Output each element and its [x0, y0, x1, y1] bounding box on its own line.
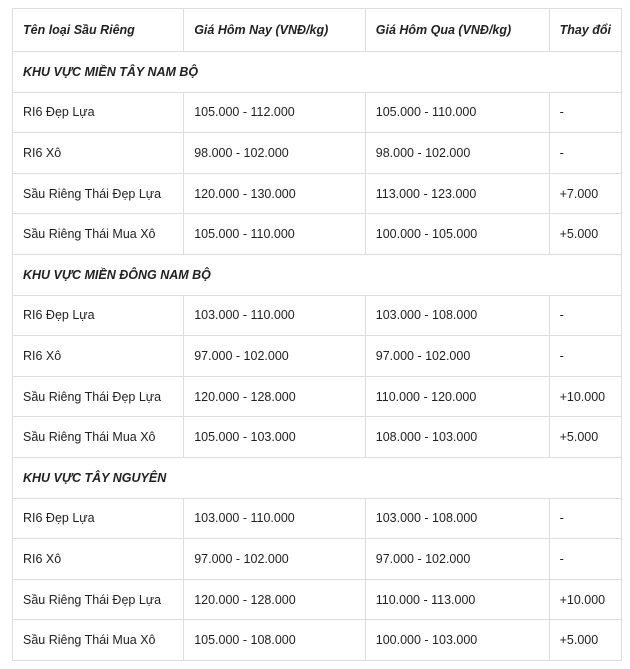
- cell-name: Sầu Riêng Thái Đẹp Lựa: [13, 579, 184, 620]
- cell-yesterday: 103.000 - 108.000: [365, 295, 549, 336]
- table-header: [13, 9, 622, 52]
- table-row: [13, 336, 622, 377]
- table-row: [13, 579, 622, 620]
- cell-name: RI6 Đẹp Lựa: [13, 295, 184, 336]
- header-today-price: Giá Hôm Nay (VNĐ/kg): [184, 9, 366, 52]
- cell-today: 98.000 - 102.000: [184, 133, 366, 174]
- cell-name: RI6 Đẹp Lựa: [13, 498, 184, 539]
- cell-name: RI6 Đẹp Lựa: [13, 92, 184, 133]
- cell-today: 105.000 - 103.000: [184, 417, 366, 458]
- cell-yesterday: 110.000 - 113.000: [365, 579, 549, 620]
- cell-change: -: [549, 336, 621, 377]
- header-name: Tên loại Sầu Riêng: [13, 9, 184, 52]
- table-row: [13, 173, 622, 214]
- region-title: KHU VỰC TÂY NGUYÊN: [13, 457, 184, 498]
- cell-change: -: [549, 539, 621, 580]
- table-body: [13, 52, 622, 661]
- table-row: [13, 498, 622, 539]
- region-title: KHU VỰC MIỀN ĐÔNG NAM BỘ: [13, 254, 184, 295]
- table-row: [13, 295, 622, 336]
- cell-name: Sầu Riêng Thái Đẹp Lựa: [13, 173, 184, 214]
- cell-name: RI6 Xô: [13, 336, 184, 377]
- cell-today: 105.000 - 112.000: [184, 92, 366, 133]
- cell-name: Sầu Riêng Thái Mua Xô: [13, 620, 184, 661]
- cell-today: 120.000 - 128.000: [184, 579, 366, 620]
- cell-today: 120.000 - 130.000: [184, 173, 366, 214]
- cell-change: +7.000: [549, 173, 621, 214]
- table-row: [13, 539, 622, 580]
- cell-change: -: [549, 133, 621, 174]
- table-row: [13, 417, 622, 458]
- durian-price-table: [12, 8, 622, 661]
- cell-yesterday: 97.000 - 102.000: [365, 336, 549, 377]
- region-row: [13, 254, 622, 295]
- cell-name: RI6 Xô: [13, 133, 184, 174]
- cell-yesterday: 103.000 - 108.000: [365, 498, 549, 539]
- cell-change: -: [549, 498, 621, 539]
- cell-yesterday: 100.000 - 105.000: [365, 214, 549, 255]
- cell-change: +5.000: [549, 620, 621, 661]
- cell-name: RI6 Xô: [13, 539, 184, 580]
- region-row-filler: [184, 457, 622, 498]
- cell-today: 103.000 - 110.000: [184, 498, 366, 539]
- header-yesterday-price: Giá Hôm Qua (VNĐ/kg): [365, 9, 549, 52]
- cell-today: 120.000 - 128.000: [184, 376, 366, 417]
- cell-today: 97.000 - 102.000: [184, 539, 366, 580]
- cell-name: Sầu Riêng Thái Đẹp Lựa: [13, 376, 184, 417]
- table-row: [13, 620, 622, 661]
- cell-today: 97.000 - 102.000: [184, 336, 366, 377]
- cell-today: 105.000 - 108.000: [184, 620, 366, 661]
- cell-yesterday: 97.000 - 102.000: [365, 539, 549, 580]
- region-title: KHU VỰC MIỀN TÂY NAM BỘ: [13, 52, 184, 93]
- table-row: [13, 133, 622, 174]
- region-row: [13, 52, 622, 93]
- cell-change: -: [549, 295, 621, 336]
- cell-change: -: [549, 92, 621, 133]
- region-row-filler: [184, 254, 622, 295]
- cell-change: +5.000: [549, 214, 621, 255]
- cell-yesterday: 108.000 - 103.000: [365, 417, 549, 458]
- cell-today: 105.000 - 110.000: [184, 214, 366, 255]
- cell-yesterday: 98.000 - 102.000: [365, 133, 549, 174]
- cell-today: 103.000 - 110.000: [184, 295, 366, 336]
- cell-yesterday: 100.000 - 103.000: [365, 620, 549, 661]
- cell-yesterday: 113.000 - 123.000: [365, 173, 549, 214]
- cell-change: +10.000: [549, 376, 621, 417]
- cell-change: +5.000: [549, 417, 621, 458]
- region-row-filler: [184, 52, 622, 93]
- table-row: [13, 376, 622, 417]
- header-change: Thay đổi: [549, 9, 621, 52]
- cell-name: Sầu Riêng Thái Mua Xô: [13, 417, 184, 458]
- cell-change: +10.000: [549, 579, 621, 620]
- header-row: [13, 9, 622, 52]
- region-row: [13, 457, 622, 498]
- table-row: [13, 92, 622, 133]
- cell-yesterday: 105.000 - 110.000: [365, 92, 549, 133]
- cell-name: Sầu Riêng Thái Mua Xô: [13, 214, 184, 255]
- table-row: [13, 214, 622, 255]
- cell-yesterday: 110.000 - 120.000: [365, 376, 549, 417]
